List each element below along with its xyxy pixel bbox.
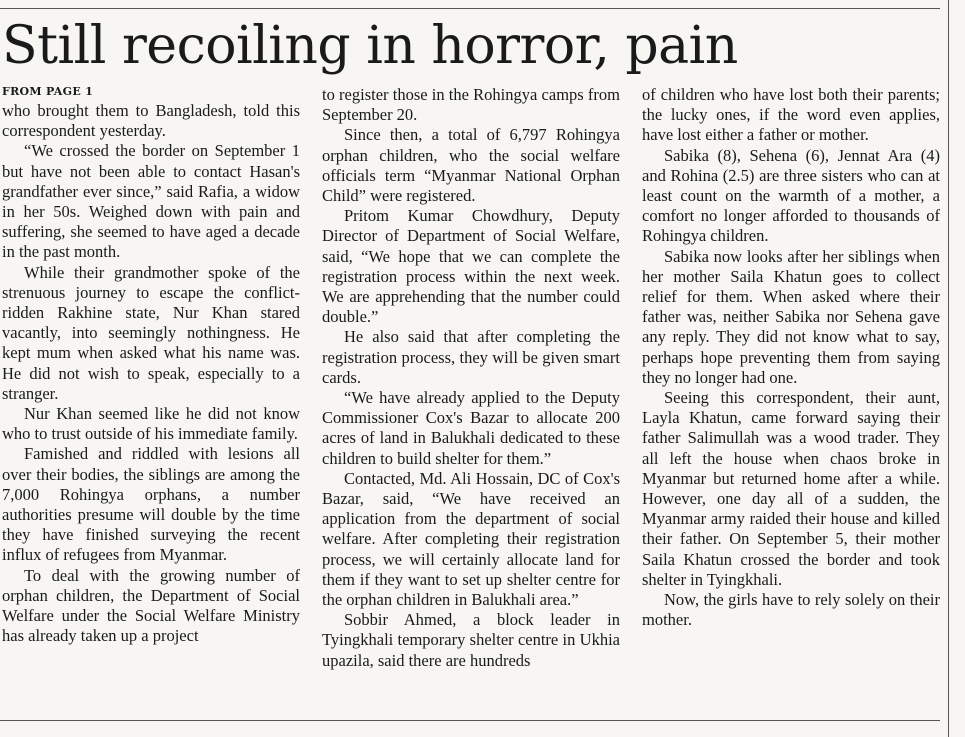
paragraph: Sabika now looks after her siblings when her mother Saila Khatun goes to collect relief for them. When asked where their father was, neither Sabika nor Sehena gave any reply. They did not know what to say, perhaps hope preventing them from saying they no longer had one. [642, 246, 940, 387]
paragraph: Pritom Kumar Chowdhury, Deputy Director of Department of Social Welfare, said, “We hope that we can complete the registration process within the next week. We are apprehending that the number could double.” [322, 206, 620, 327]
paragraph: Contacted, Md. Ali Hossain, DC of Cox's Bazar, said, “We have received an application from the department of social welfare. After completing their registration process, we will certainly allocate land for them if they want to set up shelter centre for the orphan children in Balukhali area.” [322, 468, 620, 610]
top-rule [0, 8, 940, 9]
headline: Still recoiling in horror, pain [2, 16, 738, 76]
paragraph: He also said that after completing the registration process, they will be given smart cards. [322, 327, 620, 387]
paragraph: to register those in the Rohingya camps from September 20. [322, 85, 620, 125]
paragraph: “We have already applied to the Deputy Commissioner Cox's Bazar to allocate 200 acres of land in Balukhali dedicated to these children to build shelter for them.” [322, 388, 620, 468]
paragraph: Now, the girls have to rely solely on their mother. [642, 590, 940, 630]
article-column-2 [322, 85, 620, 671]
paragraph: To deal with the growing number of orphan children, the Department of Social Welfare under the Social Welfare Ministry has already taken up a project [2, 565, 300, 646]
paragraph: “We crossed the border on September 1 but have not been able to contact Hasan's grandfather ever since,” said Rafia, a widow in her 50s. Weighed down with pain and suffering, she seemed to have aged a decade in the past month. [2, 141, 300, 262]
paragraph: of children who have lost both their parents; the lucky ones, if the word even applies, have lost either a father or mother. [642, 85, 940, 145]
column-separator-rule [948, 0, 949, 737]
paragraph: Since then, a total of 6,797 Rohingya orphan children, who the social welfare officials term “Myanmar National Orphan Child” were registered. [322, 125, 620, 206]
article-column-1 [2, 101, 300, 646]
paragraph: Famished and riddled with lesions all over their bodies, the siblings are among the 7,000 Rohingya orphans, a number authorities presume will double by the time they have finished surveying the recent influx of refugees from Myanmar. [2, 444, 300, 565]
bottom-rule [0, 720, 940, 721]
kicker-from-page-1: FROM PAGE 1 [2, 85, 94, 98]
paragraph: Sobbir Ahmed, a block leader in Tyingkhali temporary shelter centre in Ukhia upazila, said there are hundreds [322, 610, 620, 670]
paragraph: While their grandmother spoke of the strenuous journey to escape the conflict-ridden Rakhine state, Nur Khan stared vacantly, into seemingly nothingness. He kept mum when asked what his name was. He did not wish to speak, especially to a stranger. [2, 262, 300, 403]
article-column-3 [642, 85, 940, 630]
paragraph: Sabika (8), Sehena (6), Jennat Ara (4) and Rohina (2.5) are three sisters who can at least count on the warmth of a mother, a comfort no longer afforded to thousands of Rohingya children. [642, 145, 940, 246]
paragraph: who brought them to Bangladesh, told this correspondent yesterday. [2, 101, 300, 141]
paragraph: Nur Khan seemed like he did not know who to trust outside of his immediate family. [2, 404, 300, 444]
paragraph: Seeing this correspondent, their aunt, Layla Khatun, came forward saying their father Salimullah was a wood trader. They all left the house when chaos broke in Myanmar but returned home after a while. However, one day all of a sudden, the Myanmar army raided their house and killed their father. On September 5, their mother Saila Khatun crossed the border and took shelter in Tyingkhali. [642, 388, 940, 589]
